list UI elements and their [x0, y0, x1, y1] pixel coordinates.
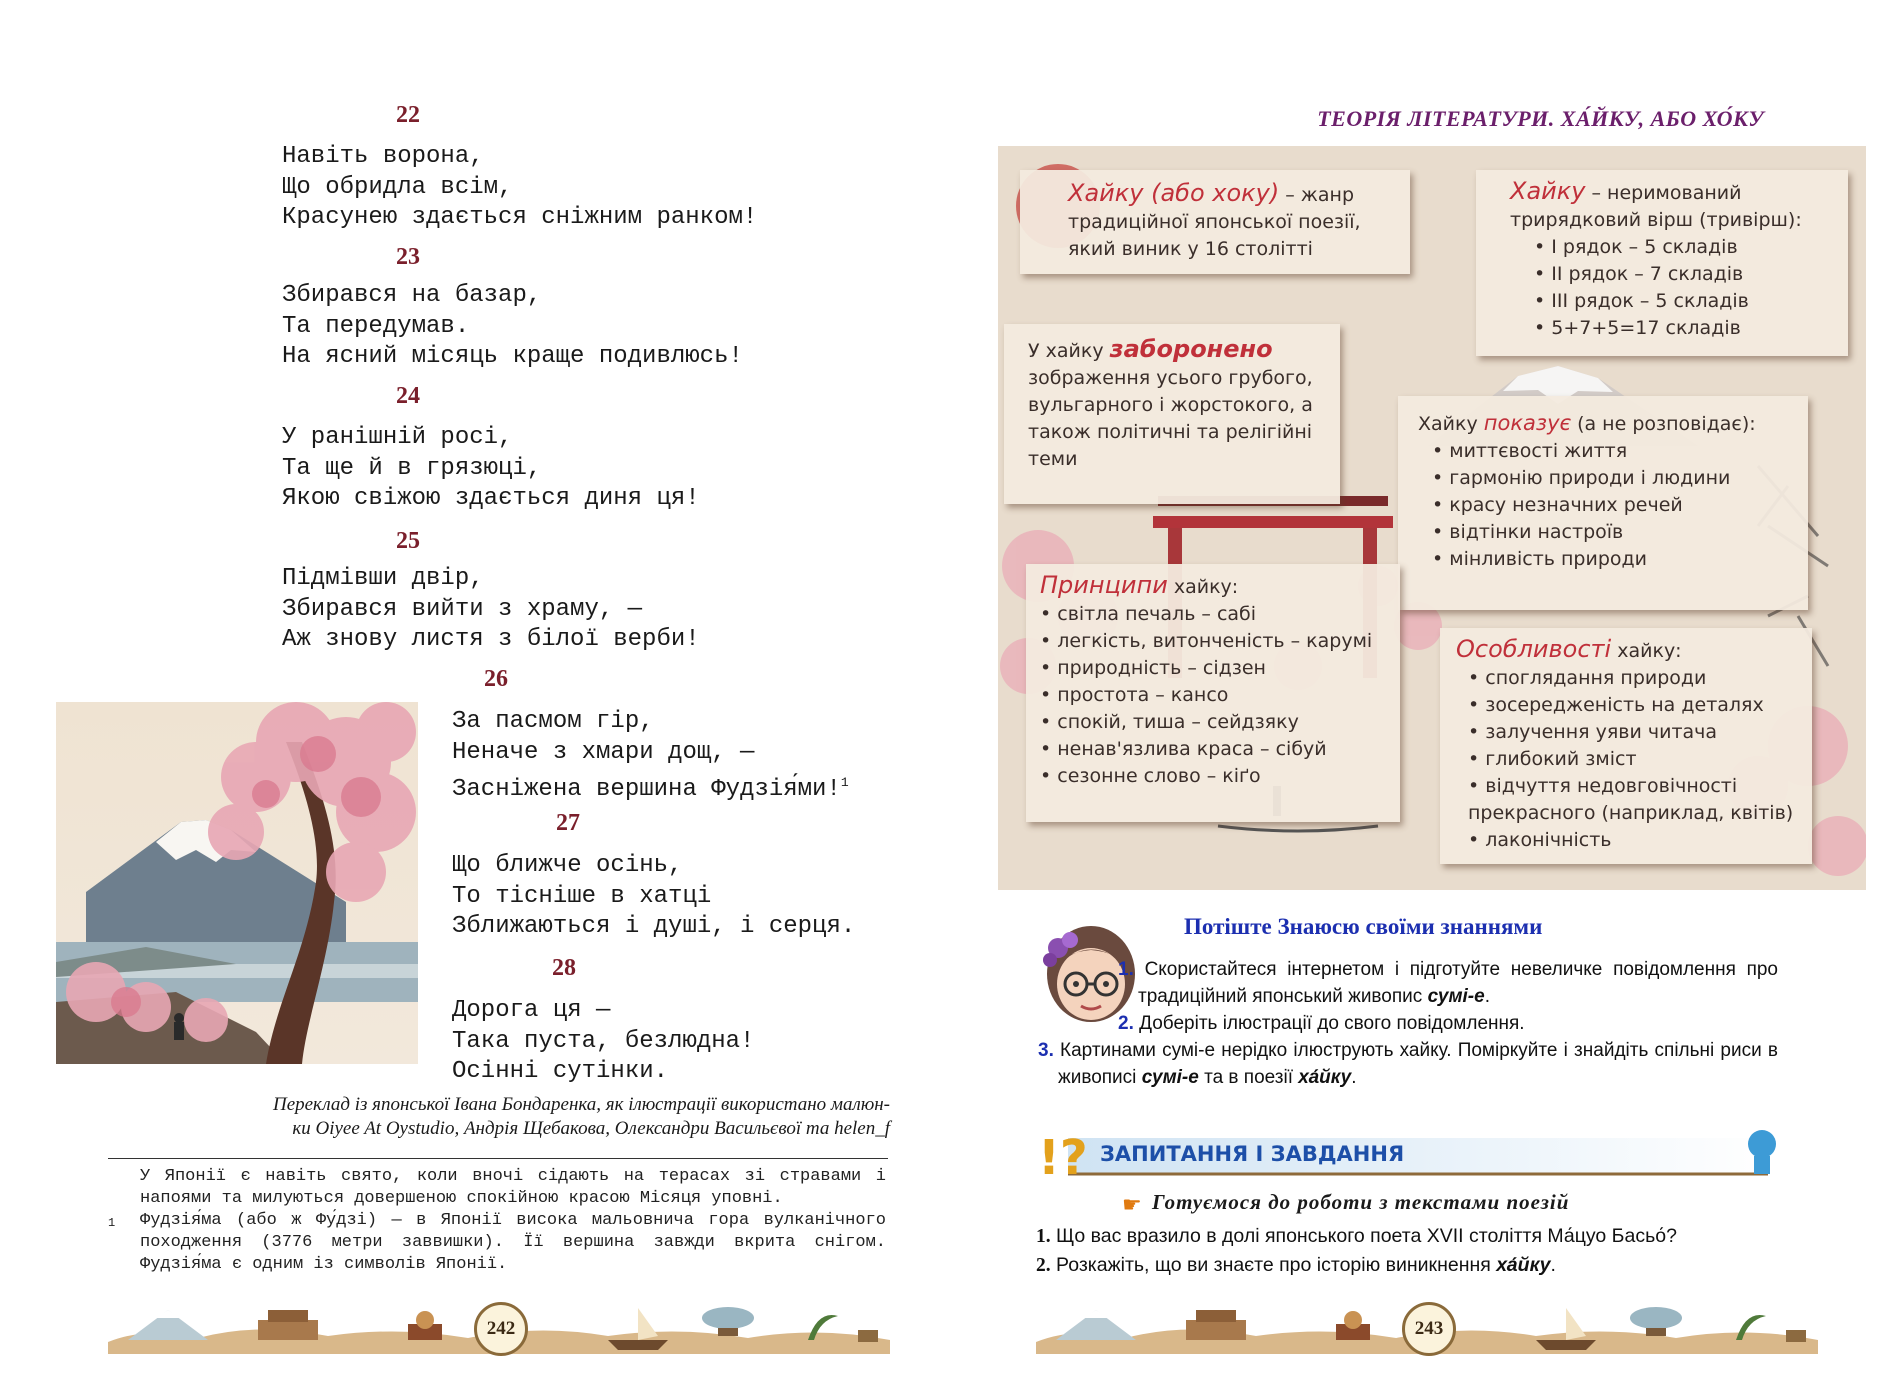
- shows-card: Хайку показує (а не розповідає): • миттєвості життя • гармонію природи і людини • красу незначних речей • відтінки настроїв • мінливість природи: [1398, 396, 1808, 610]
- task-item: 2. Доберіть ілюстрації до свого повідомлення.: [1118, 1013, 1525, 1034]
- footnote-1: 1 Фудзія́ма (або ж Фу́дзі) — в Японії висока мальовнича гора вулканічного походження (3776 метри заввишки). Її вершина завжди вкрита снігом. Фудзія́ма є одним із символів Японії.: [108, 1211, 886, 1274]
- stanza-25: Підмівши двір, Збирався вийти з храму, — Аж знову листя з білої верби!: [282, 565, 700, 653]
- svg-text:!?: !?: [1038, 1130, 1088, 1184]
- question-item: 2. Розкажіть, що ви знаєте про історію виникнення ха́йку.: [1036, 1254, 1556, 1276]
- stanza-27: Що ближче осінь, То тісніше в хатці Зближаються і душі, і серця.: [452, 852, 856, 940]
- questions-banner-title: ЗАПИТАННЯ І ЗАВДАННЯ: [1100, 1142, 1405, 1166]
- running-head: ТЕОРІЯ ЛІТЕРАТУРИ. ХА́ЙКУ, АБО ХО́КУ: [1317, 106, 1764, 131]
- structure-card: Хайку – неримований трирядковий вірш (тривірш): • І рядок – 5 складів • ІІ рядок – 7 складів • ІІІ рядок – 5 складів • 5+7+5=17 складів: [1476, 170, 1848, 356]
- footnotes: [106, 1166, 886, 1276]
- forbidden-card: У хайку заборонено зображення усього грубого, вульгарного і жорстокого, а також політичні та релігійні теми: [1004, 324, 1340, 504]
- stanza-23: Збирався на базар, Та передумав. На ясний місяць краще подивлюсь!: [282, 282, 743, 370]
- definition-card: Хайку (або хоку) – жанр традиційної японської поезії, який виник у 16 столітті: [1020, 170, 1410, 274]
- shows-list: • миттєвості життя • гармонію природи і людини • красу незначних речей • відтінки настроїв • мінливість природи: [1432, 438, 1794, 573]
- hand-pointer-icon: ☛: [1122, 1192, 1142, 1217]
- task-list: [1038, 956, 1778, 1091]
- stanza-number: 26: [484, 666, 508, 692]
- fuji-illustration: [56, 702, 418, 1064]
- footnote-divider: [108, 1158, 888, 1159]
- stanza-number: 25: [396, 528, 420, 554]
- structure-list: • І рядок – 5 складів • ІІ рядок – 7 складів • ІІІ рядок – 5 складів • 5+7+5=17 складів: [1534, 234, 1834, 342]
- task-item: 1. Скористайтеся інтернетом і підготуйте невеличке повідомлення про традиційний японський живопис сумі-е.: [1118, 959, 1778, 1007]
- questions-banner: [1038, 1124, 1798, 1184]
- stanza-number: 22: [396, 102, 420, 128]
- principles-list: • світла печаль – сабі • легкість, витонченість – карумі • природність – сідзен • простота – кансо • спокій, тиша – сейдзяку • ненав'язлива краса – сібуй • сезонне слово – кіґо: [1040, 601, 1388, 790]
- translation-caption: Переклад із японської Івана Бондаренка, як ілюстрації використано малюн- ки Oiyee At Oystudio, Андрія Щебакова, Олександри Васильєвої та helen_f: [272, 1094, 890, 1139]
- page-number: 242: [474, 1302, 528, 1356]
- haiku-infographic: [998, 146, 1866, 890]
- principles-card: Принципи хайку: • світла печаль – сабі • легкість, витонченість – карумі • природність – сідзен • простота – кансо • спокій, тиша – сейдзяку • ненав'язлива краса – сібуй • сезонне слово – кіґо: [1026, 564, 1400, 822]
- stanza-number: 27: [556, 810, 580, 836]
- questions-list: [1036, 1222, 1796, 1280]
- footnote-ref: 1: [840, 775, 849, 790]
- stanza-number: 24: [396, 383, 420, 409]
- features-list: • споглядання природи • зосередженість на деталях • залучення уяви читача • глибокий зміст • відчуття недовговічності прекрасного (наприклад, квітів) • лаконічність: [1468, 665, 1802, 854]
- task-item: 3. Картинами сумі-е нерідко ілюструють хайку. Поміркуйте і знайдіть спільні риси в живописі сумі-е та в поезії ха́йку.: [1038, 1040, 1778, 1088]
- stanza-24: У ранішній росі, Та ще й в грязюці, Якою свіжою здається диня ця!: [282, 424, 700, 512]
- question-item: 1. Що вас вразило в долі японського поета XVII століття Ма́цуо Басьо́?: [1036, 1225, 1677, 1247]
- page-number: 243: [1402, 1302, 1456, 1356]
- questions-subtitle: Готуємося до роботи з текстами поезій: [1152, 1190, 1570, 1214]
- right-page: [952, 0, 1904, 1400]
- task-title: Потіште Знаюсю своїми знаннями: [1184, 914, 1543, 939]
- stanza-26: За пасмом гір, Неначе з хмари дощ, — Засніжена вершина Фудзія́ми!$^1$: [452, 708, 849, 803]
- footnote-intro: У Японії є навіть свято, коли вночі сідають на терасах зі стравами і напоями та милуються довершеною спокійною красою Місяця уповні.: [140, 1167, 886, 1208]
- features-card: Особливості хайку: • споглядання природи • зосередженість на деталях • залучення уяви читача • глибокий зміст • відчуття недовговічності прекрасного (наприклад, квітів) • лаконічність: [1440, 628, 1812, 864]
- stanza-22: Навіть ворона, Що обридла всім, Красунею здається сніжним ранком!: [282, 143, 758, 231]
- stanza-number: 23: [396, 244, 420, 270]
- stanza-number: 28: [552, 955, 576, 981]
- footnote-mark: 1: [108, 1216, 116, 1230]
- stanza-28: Дорога ця — Така пуста, безлюдна! Осінні сутінки.: [452, 997, 755, 1085]
